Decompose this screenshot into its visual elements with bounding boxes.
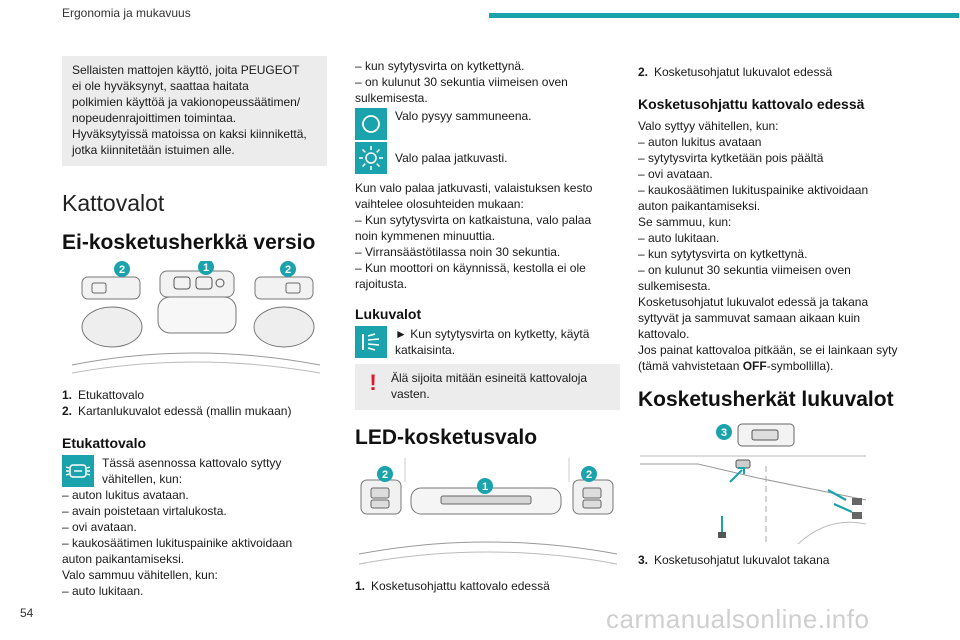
reading-line: ► Kun sytytysvirta on kytketty, käytä: [395, 327, 590, 341]
confirm-suffix: -symbollilla).: [766, 359, 834, 373]
warning-line: Älä sijoita mitään esineitä kattovaloja: [391, 371, 588, 385]
icon-description: vähitellen, kun:: [102, 472, 183, 486]
lighting-line: rajoitusta.: [355, 277, 408, 291]
legend-text: Kosketusohjatut lukuvalot takana: [654, 553, 830, 567]
icon-description: Tässä asennossa kattovalo syttyy: [102, 456, 282, 470]
callout-label: 3: [720, 427, 728, 439]
list-line: – ovi avataan.: [62, 520, 137, 534]
legend-number: 1.: [62, 388, 73, 402]
light-off-text: Valo pysyy sammuneena.: [395, 109, 532, 123]
list-line: – kun sytytysvirta on kytkettynä.: [355, 59, 525, 73]
column-middle: [355, 58, 620, 594]
touch-line: – kaukosäätimen lukituspainike aktivoidaan: [638, 183, 869, 197]
touch-line: Kosketusohjatut lukuvalot edessä ja takana: [638, 295, 869, 309]
led-heading: LED-kosketusvalo: [355, 426, 538, 449]
lighting-line: Kun valo palaa jatkuvasti, valaistuksen kesto: [355, 181, 593, 195]
light-on-icon: [355, 142, 387, 174]
light-off-icon: [355, 108, 387, 140]
touch-reading-heading: Kosketusherkät lukuvalot: [638, 388, 894, 411]
touch-line: – sytytysvirta kytketään pois päältä: [638, 151, 824, 165]
rear-reading-lights-illustration: [638, 420, 868, 548]
legend-item: [355, 578, 620, 594]
legend-text: Kosketusohjatut lukuvalot edessä: [654, 65, 833, 79]
note-line: jotka kiinnitetään istuimen alle.: [72, 143, 235, 157]
list-line: – avain poistetaan virtalukosta.: [62, 504, 227, 518]
callout-label: 2: [381, 469, 389, 481]
warning-icon: !: [369, 370, 377, 395]
warning-box: [355, 364, 620, 410]
callout-label: 1: [202, 262, 210, 274]
lighting-line: noin kymmenen minuuttia.: [355, 229, 496, 243]
note-line: nopeudenrajoittimen toimintaa.: [72, 111, 237, 125]
subsection-heading: Ei-kosketusherkkä versio: [62, 231, 316, 254]
section-heading: Kattovalot: [62, 190, 165, 216]
legend-number: 1.: [355, 579, 366, 593]
note-line: Hyväksytyissä matoissa on kaksi kiinnikettä,: [72, 127, 307, 141]
list-line: sulkemisesta.: [355, 91, 428, 105]
page-number: 54: [20, 606, 34, 620]
list-line: – auto lukitaan.: [62, 584, 144, 598]
touch-line: auton paikantamiseksi.: [638, 199, 761, 213]
touch-line: Se sammuu, kun:: [638, 215, 732, 229]
list-line: – kaukosäätimen lukituspainike aktivoidaan: [62, 536, 293, 550]
list-line: auton paikantamiseksi.: [62, 552, 185, 566]
confirm-line: [638, 358, 903, 374]
list-line: Valo sammuu vähitellen, kun:: [62, 568, 218, 582]
column-left: [62, 56, 327, 599]
lighting-line: – Virransäästötilassa noin 30 sekuntia.: [355, 245, 561, 259]
note-line: Sellaisten mattojen käyttö, joita PEUGEOT: [72, 63, 300, 77]
callout-label: 2: [118, 264, 126, 276]
callout-label: 2: [585, 469, 593, 481]
lighting-line: vaihtelee olosuhteiden mukaan:: [355, 197, 524, 211]
touch-line: kattovalo.: [638, 327, 690, 341]
note-line: ei ole hyväksynyt, saattaa haitata: [72, 79, 249, 93]
icon-row: [62, 455, 327, 487]
off-symbol-label: OFF: [742, 359, 767, 373]
legend-item: [62, 403, 327, 419]
reading-light-icon: [355, 326, 387, 358]
roof-console-illustration: [62, 261, 327, 381]
touch-line: – on kulunut 30 sekuntia viimeisen oven: [638, 263, 851, 277]
legend-text: Kartanlukuvalot edessä (mallin mukaan): [78, 404, 292, 418]
note-box: [62, 56, 327, 166]
icon-row: [355, 108, 620, 140]
lighting-line: – Kun sytytysvirta on katkaistuna, valo palaa: [355, 213, 592, 227]
legend-item: [638, 64, 903, 80]
touch-front-heading: Kosketusohjattu kattovalo edessä: [638, 96, 865, 112]
lighting-line: – Kun moottori on käynnissä, kestolla ei ole: [355, 261, 586, 275]
reading-lights-heading: Lukuvalot: [355, 306, 422, 322]
reading-line: katkaisinta.: [395, 343, 456, 357]
door-light-icon: [62, 455, 94, 487]
legend-number: 2.: [62, 404, 73, 418]
list-line: – on kulunut 30 sekuntia viimeisen oven: [355, 75, 568, 89]
touch-line: – ovi avataan.: [638, 167, 713, 181]
note-line: polkimien käyttöä ja vakionopeussäätimen/: [72, 95, 301, 109]
legend-number: 2.: [638, 65, 649, 79]
confirm-prefix: (tämä vahvistetaan: [638, 359, 743, 373]
header-accent-bar: [489, 13, 959, 18]
list-line: – auton lukitus avataan.: [62, 488, 189, 502]
legend-text: Kosketusohjattu kattovalo edessä: [371, 579, 550, 593]
watermark-link[interactable]: carmanualsonline.info: [606, 604, 870, 634]
legend-item: [62, 387, 327, 403]
touch-line: syttyvät ja sammuvat samaan aikaan kuin: [638, 311, 861, 325]
warning-line: vasten.: [391, 387, 430, 401]
legend-item: [638, 552, 903, 568]
section-header-title: Ergonomia ja mukavuus: [62, 6, 191, 20]
light-on-text: Valo palaa jatkuvasti.: [395, 151, 508, 165]
touch-line: sulkemisesta.: [638, 279, 711, 293]
touch-line: Valo syttyy vähitellen, kun:: [638, 119, 779, 133]
callout-label: 1: [481, 481, 489, 493]
icon-row: [355, 142, 620, 174]
touch-line: – auto lukitaan.: [638, 231, 720, 245]
touch-line: – kun sytytysvirta on kytkettynä.: [638, 247, 808, 261]
column-right: [638, 64, 903, 568]
front-light-heading: Etukattovalo: [62, 435, 147, 451]
icon-row: [355, 326, 620, 358]
callout-label: 2: [284, 264, 292, 276]
touch-line: Jos painat kattovaloa pitkään, se ei lainkaan syty: [638, 343, 898, 357]
legend-text: Etukattovalo: [78, 388, 145, 402]
touch-line: – auton lukitus avataan: [638, 135, 762, 149]
legend-number: 3.: [638, 553, 649, 567]
led-console-illustration: [355, 454, 620, 574]
